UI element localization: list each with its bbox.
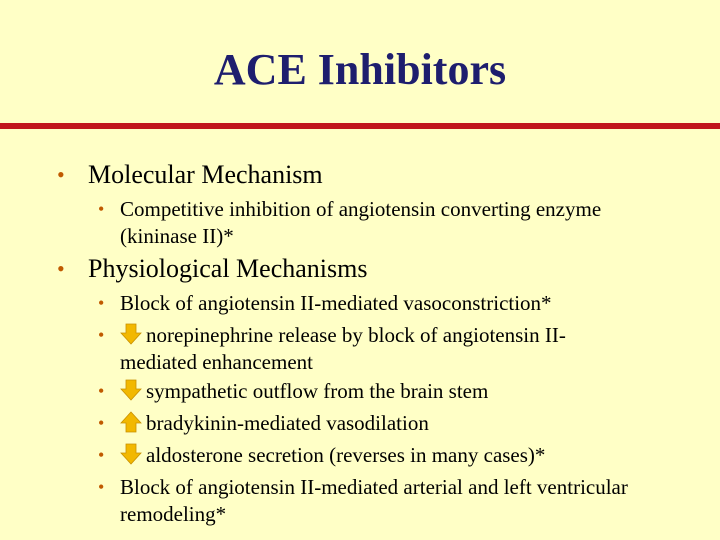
list-item-text: norepinephrine release by block of angiotensin II-mediated enhancement xyxy=(120,323,566,374)
title-divider xyxy=(0,123,720,129)
list-item xyxy=(98,474,640,528)
bullet-icon: • xyxy=(98,199,105,219)
list-item xyxy=(98,410,640,437)
list-item xyxy=(98,290,640,317)
list-item-text: Block of angiotensin II-mediated arterial and left ventricular remodeling* xyxy=(120,475,628,526)
section-heading-molecular xyxy=(57,160,323,189)
bullet-icon: • xyxy=(98,381,105,401)
down-arrow-icon xyxy=(120,379,142,401)
list-item xyxy=(98,322,640,376)
down-arrow-icon xyxy=(120,323,142,345)
list-item-text: sympathetic outflow from the brain stem xyxy=(146,379,489,403)
bullet-icon: • xyxy=(98,413,105,433)
section-heading-physiological xyxy=(57,254,368,283)
slide-title: ACE Inhibitors xyxy=(213,45,507,94)
list-item-text: bradykinin-mediated vasodilation xyxy=(146,411,429,435)
list-item-text: aldosterone secretion (reverses in many cases)* xyxy=(146,443,546,467)
section-heading-text: Physiological Mechanisms xyxy=(88,254,368,283)
down-arrow-icon xyxy=(120,443,142,465)
bullet-icon: • xyxy=(98,445,105,465)
bullet-icon: • xyxy=(57,162,65,187)
list-item xyxy=(98,378,640,405)
list-item xyxy=(98,196,640,250)
section-heading-text: Molecular Mechanism xyxy=(88,160,323,189)
list-item-text: Block of angiotensin II-mediated vasoconstriction* xyxy=(120,291,552,315)
bullet-icon: • xyxy=(57,256,65,281)
up-arrow-icon xyxy=(120,411,142,433)
bullet-icon: • xyxy=(98,293,105,313)
bullet-icon: • xyxy=(98,477,105,497)
list-item-text: Competitive inhibition of angiotensin converting enzyme (kininase II)* xyxy=(120,197,602,248)
bullet-icon: • xyxy=(98,325,105,345)
list-item xyxy=(98,442,640,469)
